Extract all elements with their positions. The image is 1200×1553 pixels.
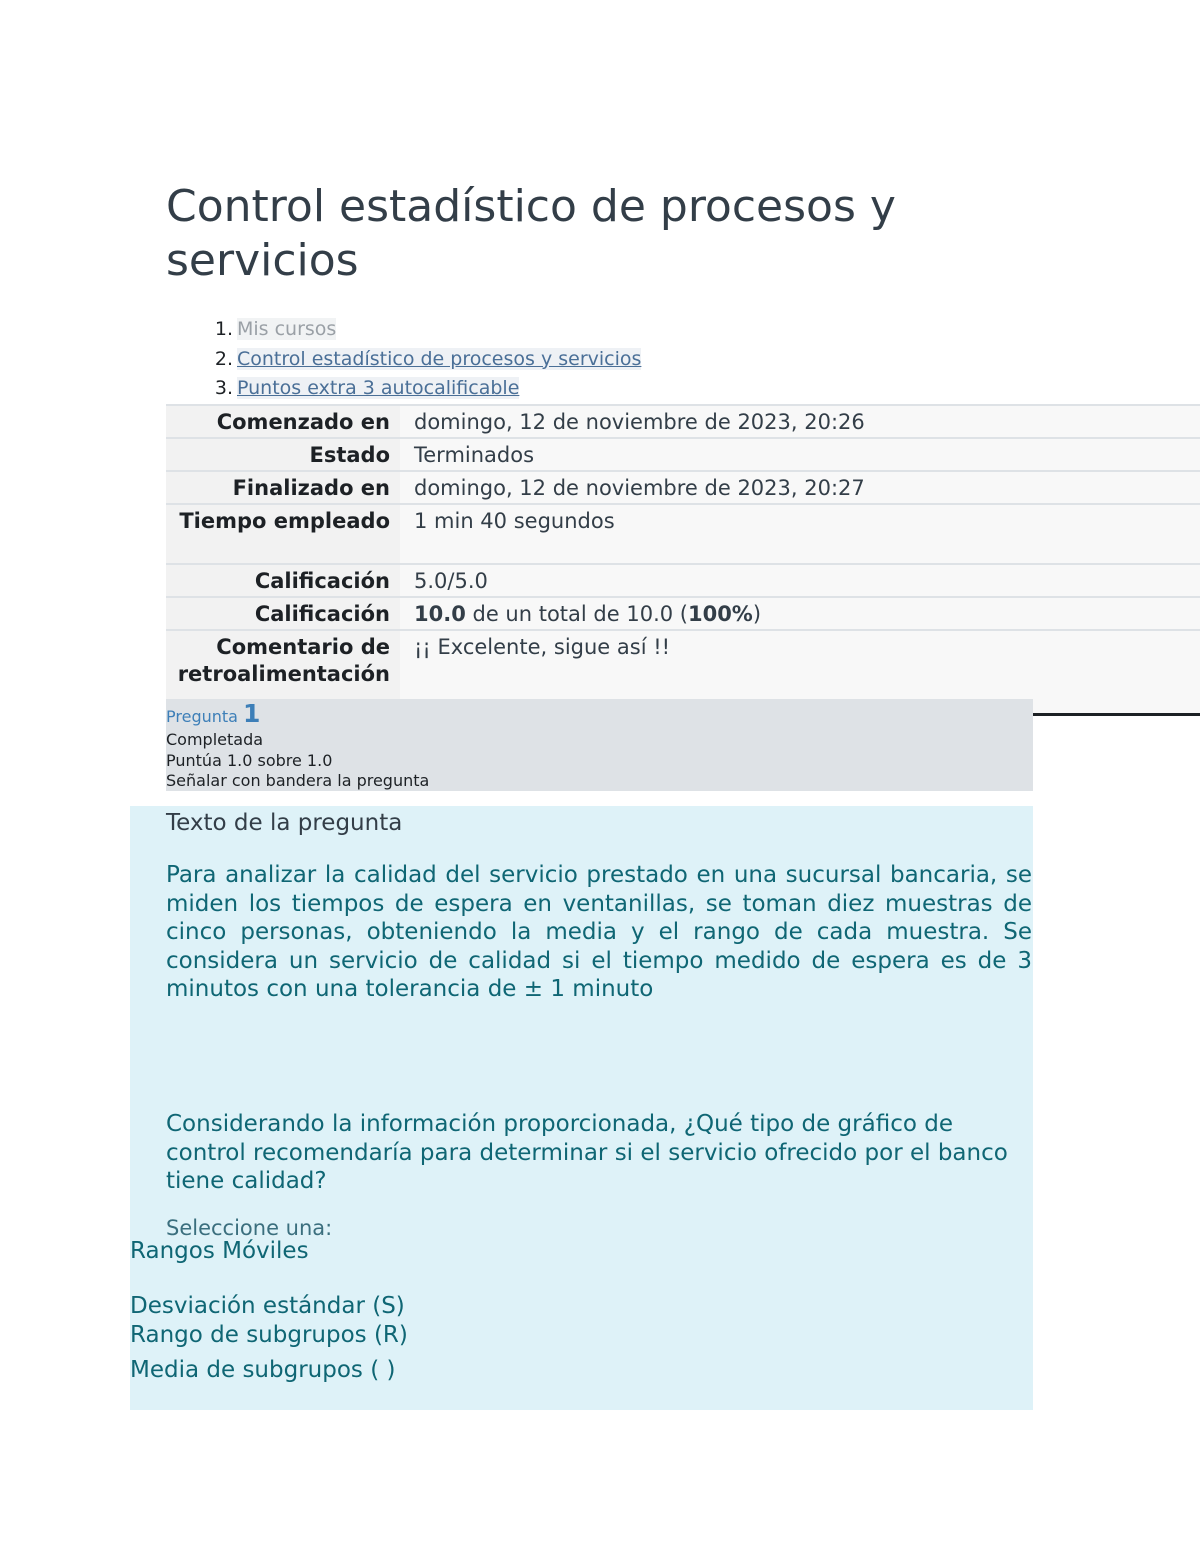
summary-label: Tiempo empleado (166, 504, 400, 564)
summary-row-grade (166, 597, 1200, 630)
summary-label: Comentario de retroalimentación (166, 630, 400, 715)
question-paragraph-1: Para analizar la calidad del servicio prestado en una sucursal bancaria, se miden los tiempos de espera en ventanillas, se toman diez muestras de cinco personas, obteniendo la media y el rango de cada muestra. Se considera un servicio de calidad si el tiempo medido de espera es de 3 minutos con una tolerancia de ± 1 minuto (166, 862, 1032, 1003)
breadcrumb-item-quiz (214, 375, 641, 405)
summary-value: 5.0/5.0 (400, 564, 1200, 597)
summary-value: domingo, 12 de noviembre de 2023, 20:26 (400, 405, 1200, 438)
breadcrumb-item-my-courses (214, 316, 641, 346)
summary-row-finished (166, 471, 1200, 504)
breadcrumb (214, 316, 642, 405)
breadcrumb-item-course (214, 346, 642, 376)
summary-row-started (166, 405, 1200, 438)
page-title: Control estadístico de procesos y servicios (166, 181, 896, 286)
summary-value: domingo, 12 de noviembre de 2023, 20:27 (400, 471, 1200, 504)
grade-percent: 100% (687, 602, 753, 626)
flag-question-link[interactable]: Señalar con bandera la pregunta (166, 771, 430, 790)
summary-label: Calificación (166, 564, 400, 597)
summary-row-marks (166, 564, 1200, 597)
breadcrumb-number: 1. (214, 318, 233, 340)
summary-label: Calificación (166, 597, 400, 630)
summary-value (400, 597, 1200, 630)
summary-value: 1 min 40 segundos (400, 504, 1200, 564)
answer-option-2[interactable]: Desviación estándar (S) (130, 1293, 405, 1319)
question-state: Completada (166, 730, 264, 749)
select-one-label: Seleccione una: (166, 1216, 333, 1240)
quiz-summary-table (166, 404, 1200, 716)
summary-row-time (166, 504, 1200, 564)
summary-row-state (166, 438, 1200, 471)
question-number (166, 699, 1033, 730)
breadcrumb-number: 2. (214, 347, 233, 370)
grade-close-text: ) (752, 602, 762, 626)
question-info-panel (166, 699, 1033, 791)
summary-value: Terminados (400, 438, 1200, 471)
question-score: Puntúa 1.0 sobre 1.0 (166, 750, 333, 770)
breadcrumb-link-course[interactable]: Control estadístico de procesos y servicios (237, 347, 642, 370)
question-number-value: 1 (243, 699, 261, 728)
question-text-heading: Texto de la pregunta (166, 810, 403, 836)
answer-option-3[interactable]: Rango de subgrupos (R) (130, 1322, 408, 1348)
breadcrumb-link-quiz[interactable]: Puntos extra 3 autocalificable (237, 377, 520, 399)
answer-option-4[interactable]: Media de subgrupos ( ) (130, 1357, 396, 1383)
grade-middle-text: de un total de 10.0 ( (465, 602, 688, 626)
summary-value: ¡¡ Excelente, sigue así !! (400, 630, 1200, 715)
breadcrumb-link-my-courses[interactable]: Mis cursos (237, 318, 337, 340)
grade-score: 10.0 (414, 602, 466, 626)
question-paragraph-2: Considerando la información proporcionada, ¿Qué tipo de gráfico de control recomendaría para determinar si el servicio ofrecido por el banco tiene calidad? (166, 1111, 1008, 1195)
breadcrumb-number: 3. (214, 377, 233, 399)
summary-label: Comenzado en (166, 405, 400, 438)
question-label: Pregunta (166, 707, 238, 726)
summary-label: Finalizado en (166, 471, 400, 504)
summary-label: Estado (166, 438, 400, 471)
answer-option-1[interactable]: Rangos Móviles (130, 1238, 309, 1264)
question-content-box (130, 806, 1033, 1410)
